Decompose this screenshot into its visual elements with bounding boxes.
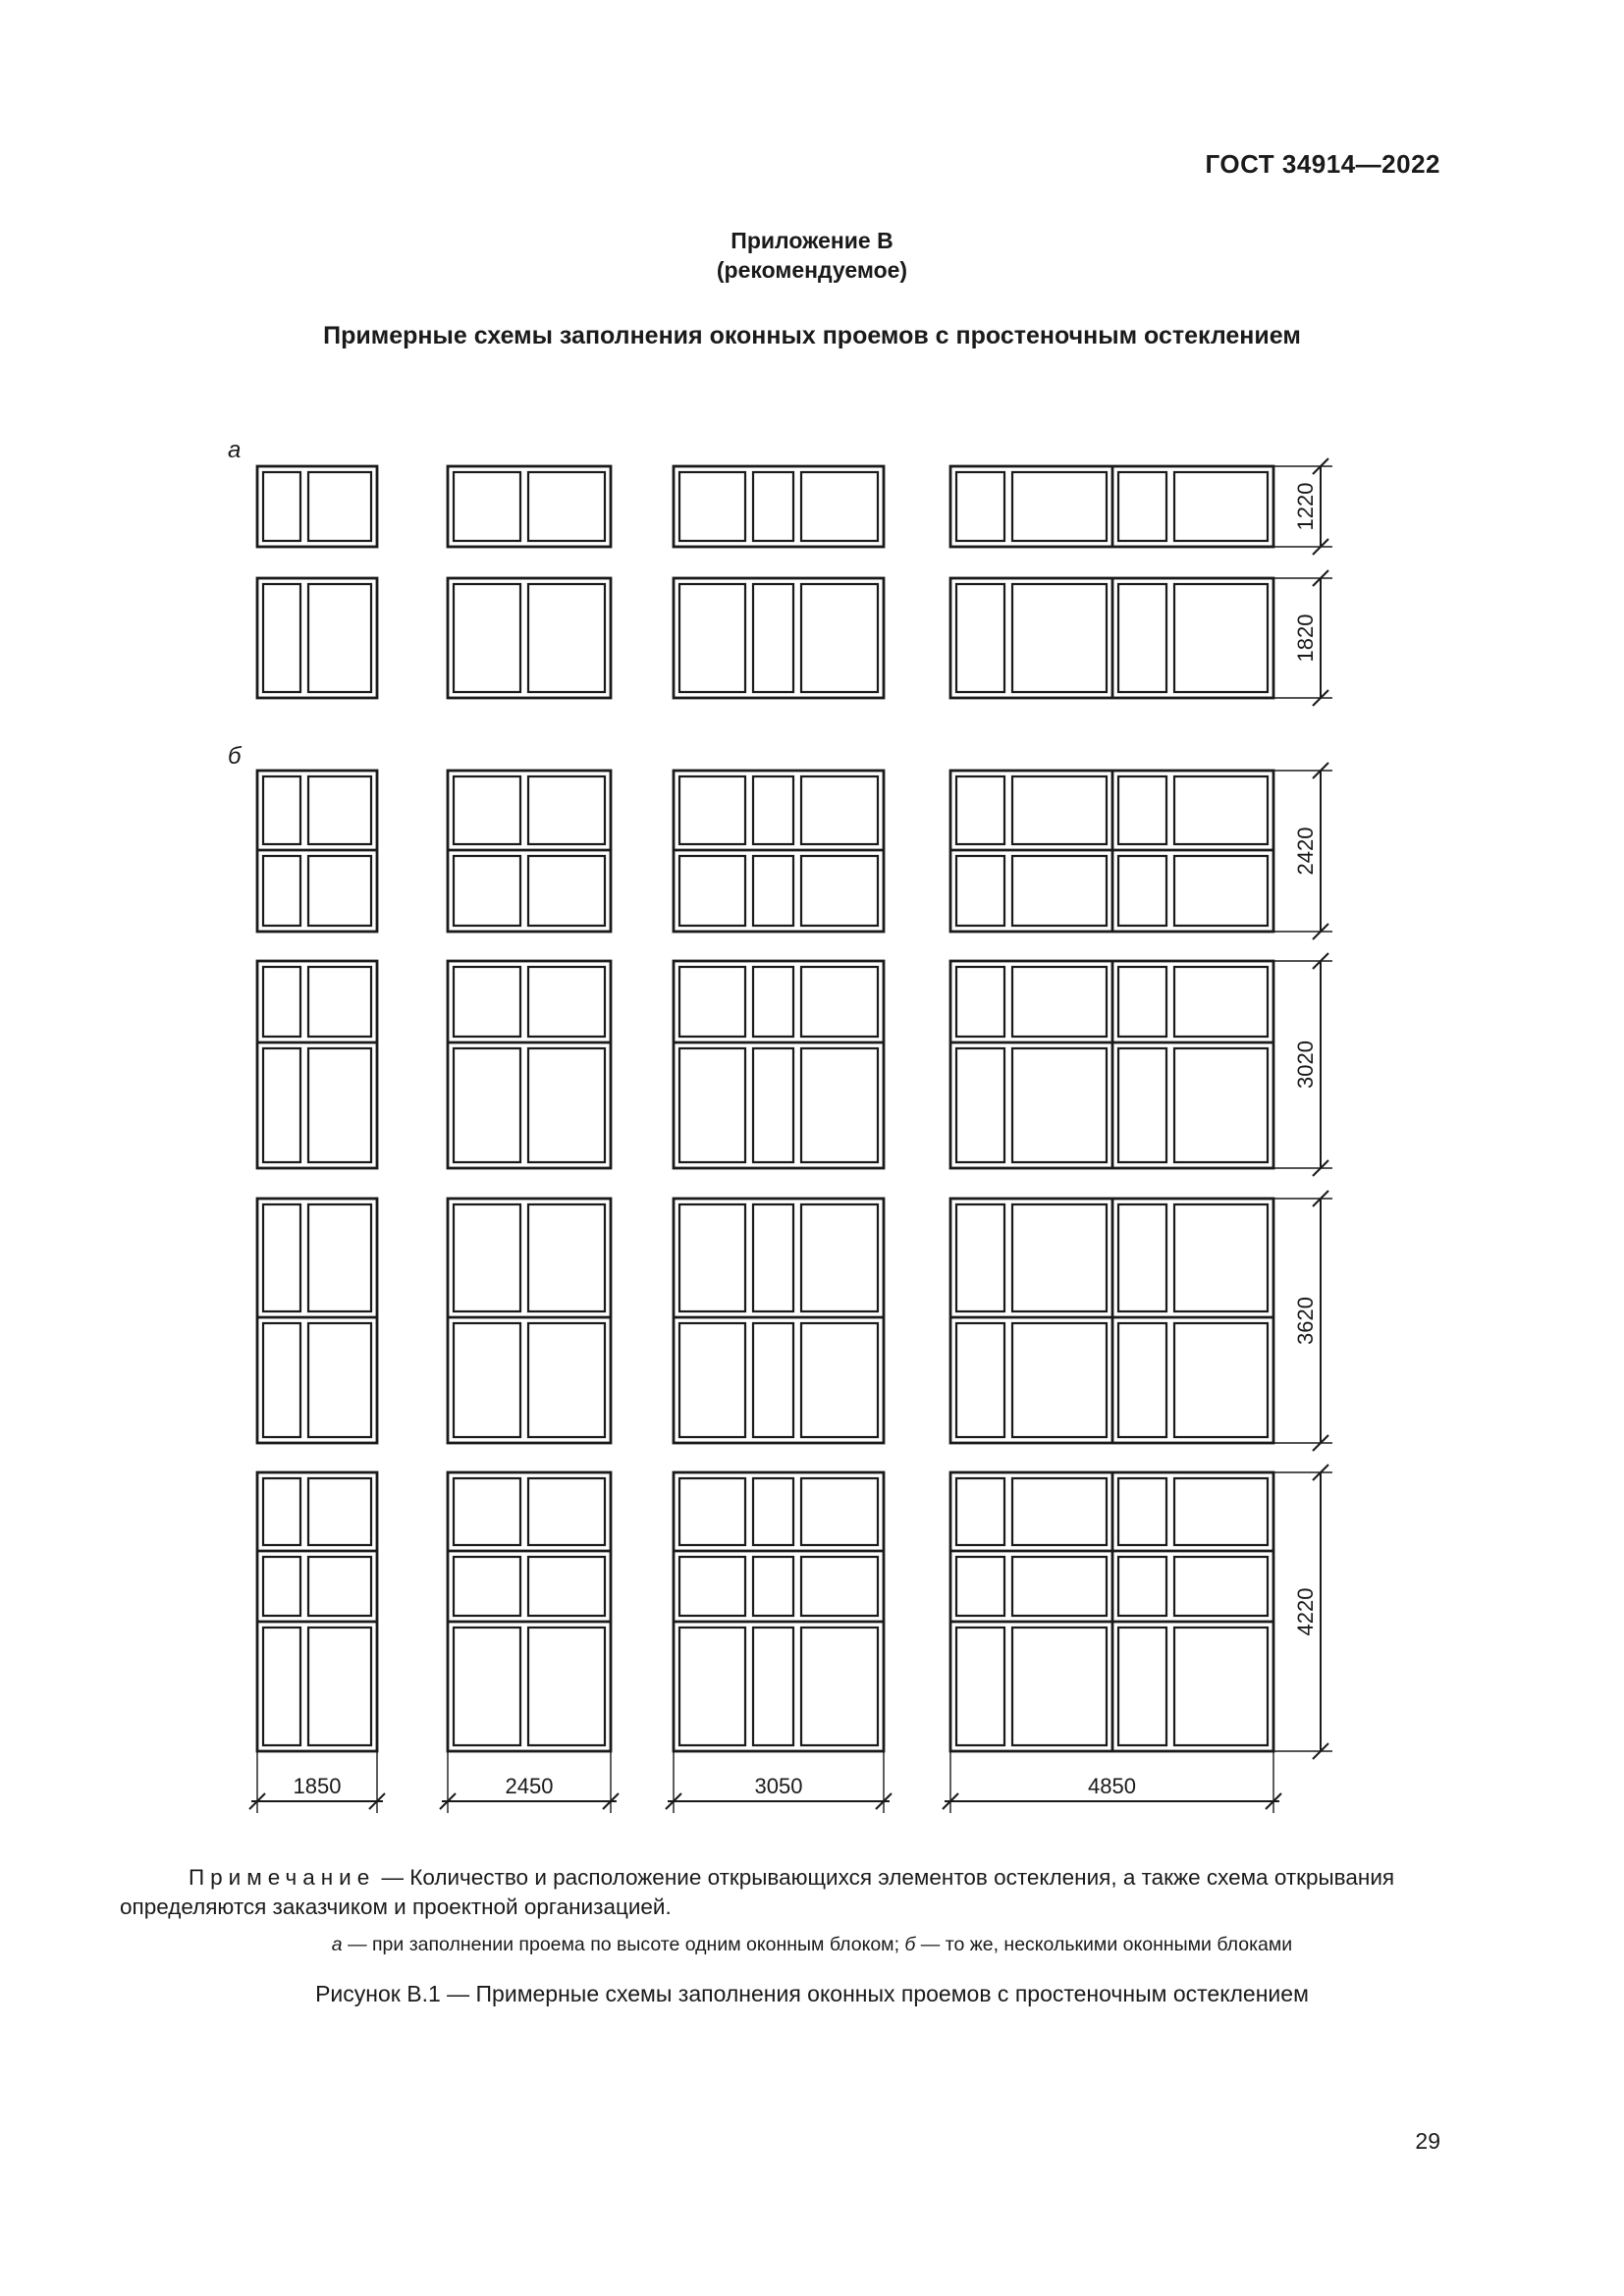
glass-pane [454, 584, 520, 692]
legend-b-letter: б [904, 1934, 916, 1955]
figure-note [120, 1863, 1455, 1922]
glass-pane [1174, 472, 1268, 541]
document-header: ГОСТ 34914—2022 [1205, 149, 1440, 179]
glass-pane [1012, 856, 1107, 926]
glass-pane [801, 1048, 878, 1162]
glass-pane [528, 584, 605, 692]
legend-a-text: — при заполнении проема по высоте одним оконным блоком; [342, 1934, 905, 1955]
width-dimension-label: 3050 [754, 1774, 803, 1798]
glass-pane [956, 1628, 1004, 1745]
legend-b-text: — то же, несколькими оконными блоками [915, 1934, 1293, 1955]
window-frames [257, 466, 1273, 1751]
glass-pane [454, 1048, 520, 1162]
glass-pane [308, 1048, 371, 1162]
glass-pane [1012, 1557, 1107, 1616]
glass-pane [454, 856, 520, 926]
glass-pane [528, 1323, 605, 1437]
window-frame [674, 466, 884, 547]
glass-pane [1012, 1048, 1107, 1162]
glass-pane [679, 856, 745, 926]
height-dimension-label: 3620 [1293, 1297, 1318, 1345]
window-frame [674, 578, 884, 698]
dimension-lines [249, 458, 1332, 1813]
glass-pane [1174, 1204, 1268, 1311]
figure-caption: Рисунок В.1 — Примерные схемы заполнения оконных проемов с простеночным остеклением [315, 1981, 1309, 2006]
glass-pane [753, 1048, 793, 1162]
glass-pane [753, 1204, 793, 1311]
glass-pane [801, 967, 878, 1037]
glass-pane [528, 776, 605, 844]
glass-pane [801, 1478, 878, 1545]
window-frame [257, 578, 377, 698]
glass-pane [801, 1323, 878, 1437]
glass-pane [1174, 1628, 1268, 1745]
glass-pane [263, 1557, 300, 1616]
glass-pane [528, 472, 605, 541]
glass-pane [1118, 967, 1166, 1037]
glass-pane [679, 776, 745, 844]
window-frame [674, 1472, 884, 1751]
glass-pane [263, 1628, 300, 1745]
glass-pane [801, 584, 878, 692]
glass-pane [1174, 1048, 1268, 1162]
glass-pane [1012, 776, 1107, 844]
note-text: — Количество и расположение открывающихся элементов остекления, а также схема открывания определяются заказчиком и проектной организацией. [120, 1865, 1395, 1919]
glass-pane [1174, 1557, 1268, 1616]
height-dimension-label: 1220 [1293, 482, 1318, 531]
glass-pane [753, 1628, 793, 1745]
glass-pane [528, 1628, 605, 1745]
group-a-label: а [228, 437, 242, 463]
height-dimension-label: 4220 [1293, 1587, 1318, 1636]
glass-pane [801, 472, 878, 541]
glass-pane [454, 472, 520, 541]
group-b-label: б [228, 743, 242, 770]
window-frame [257, 1199, 377, 1443]
window-frame [257, 1472, 377, 1751]
glass-pane [801, 856, 878, 926]
height-dimension-label: 1820 [1293, 614, 1318, 663]
glass-pane [679, 584, 745, 692]
glass-pane [679, 472, 745, 541]
page-number: 29 [1415, 2128, 1440, 2154]
width-dimension-label: 4850 [1088, 1774, 1136, 1798]
glass-pane [1118, 584, 1166, 692]
section-title: Примерные схемы заполнения оконных проемов с простеночным остеклением [323, 322, 1301, 349]
glass-pane [956, 472, 1004, 541]
glass-pane [956, 1557, 1004, 1616]
glass-pane [679, 1323, 745, 1437]
glass-pane [956, 1478, 1004, 1545]
glass-pane [308, 472, 371, 541]
appendix-title: Приложение В [731, 228, 893, 253]
glass-pane [454, 1323, 520, 1437]
glass-pane [454, 1628, 520, 1745]
window-frame [674, 1199, 884, 1443]
glass-pane [1118, 1557, 1166, 1616]
glass-pane [1012, 967, 1107, 1037]
height-dimension-label: 2420 [1293, 827, 1318, 876]
width-dimension-label: 1850 [293, 1774, 342, 1798]
window-frame [257, 466, 377, 547]
appendix-status: (рекомендуемое) [716, 257, 908, 283]
glass-pane [1012, 1204, 1107, 1311]
glass-pane [753, 472, 793, 541]
glass-pane [308, 776, 371, 844]
glass-pane [679, 1204, 745, 1311]
glass-pane [801, 776, 878, 844]
glass-pane [1012, 1323, 1107, 1437]
glass-pane [263, 1478, 300, 1545]
glass-pane [956, 967, 1004, 1037]
glass-pane [1012, 1628, 1107, 1745]
glass-pane [956, 1323, 1004, 1437]
window-frame [674, 961, 884, 1168]
glass-pane [263, 584, 300, 692]
glass-pane [263, 967, 300, 1037]
glass-pane [308, 967, 371, 1037]
figure-legend [0, 1934, 1624, 1956]
glass-pane [753, 776, 793, 844]
glass-pane [263, 1048, 300, 1162]
glass-pane [528, 1204, 605, 1311]
window-frame [257, 961, 377, 1168]
note-lead: Примечание [189, 1865, 376, 1890]
glass-pane [1118, 1478, 1166, 1545]
glass-pane [679, 1557, 745, 1616]
glass-pane [1118, 856, 1166, 926]
glass-pane [454, 1557, 520, 1616]
glass-pane [801, 1628, 878, 1745]
glass-pane [1174, 1323, 1268, 1437]
glass-pane [679, 1048, 745, 1162]
glass-pane [308, 1557, 371, 1616]
glass-pane [1012, 584, 1107, 692]
glass-pane [1174, 856, 1268, 926]
glass-pane [454, 1204, 520, 1311]
glass-pane [753, 1478, 793, 1545]
glass-pane [956, 856, 1004, 926]
glass-pane [801, 1557, 878, 1616]
glass-pane [308, 584, 371, 692]
glass-pane [679, 1628, 745, 1745]
glass-pane [1118, 1048, 1166, 1162]
glass-pane [528, 1048, 605, 1162]
glass-pane [753, 856, 793, 926]
glass-pane [454, 967, 520, 1037]
glass-pane [263, 856, 300, 926]
legend-a-letter: а [331, 1934, 343, 1955]
glass-pane [1012, 472, 1107, 541]
glass-pane [308, 856, 371, 926]
glass-pane [679, 967, 745, 1037]
glass-pane [956, 584, 1004, 692]
glass-pane [1174, 584, 1268, 692]
glass-pane [1118, 1628, 1166, 1745]
glass-pane [528, 856, 605, 926]
glass-pane [1012, 1478, 1107, 1545]
glass-pane [263, 776, 300, 844]
glass-pane [1174, 1478, 1268, 1545]
glass-pane [454, 1478, 520, 1545]
glass-pane [263, 472, 300, 541]
glass-pane [263, 1204, 300, 1311]
glass-pane [956, 776, 1004, 844]
glass-pane [753, 1323, 793, 1437]
glass-pane [308, 1323, 371, 1437]
glass-pane [1118, 776, 1166, 844]
glass-pane [753, 584, 793, 692]
glass-pane [679, 1478, 745, 1545]
glass-pane [308, 1478, 371, 1545]
glass-pane [528, 1557, 605, 1616]
glass-pane [528, 967, 605, 1037]
glass-pane [956, 1048, 1004, 1162]
glass-pane [956, 1204, 1004, 1311]
glass-pane [753, 1557, 793, 1616]
glass-pane [308, 1204, 371, 1311]
glass-pane [1174, 776, 1268, 844]
glass-pane [308, 1628, 371, 1745]
glass-pane [528, 1478, 605, 1545]
glass-pane [1118, 1204, 1166, 1311]
glass-pane [801, 1204, 878, 1311]
height-dimension-label: 3020 [1293, 1041, 1318, 1089]
glass-pane [753, 967, 793, 1037]
glass-pane [1174, 967, 1268, 1037]
glass-pane [1118, 1323, 1166, 1437]
width-dimension-label: 2450 [505, 1774, 554, 1798]
glass-pane [263, 1323, 300, 1437]
glass-pane [1118, 472, 1166, 541]
glass-pane [454, 776, 520, 844]
